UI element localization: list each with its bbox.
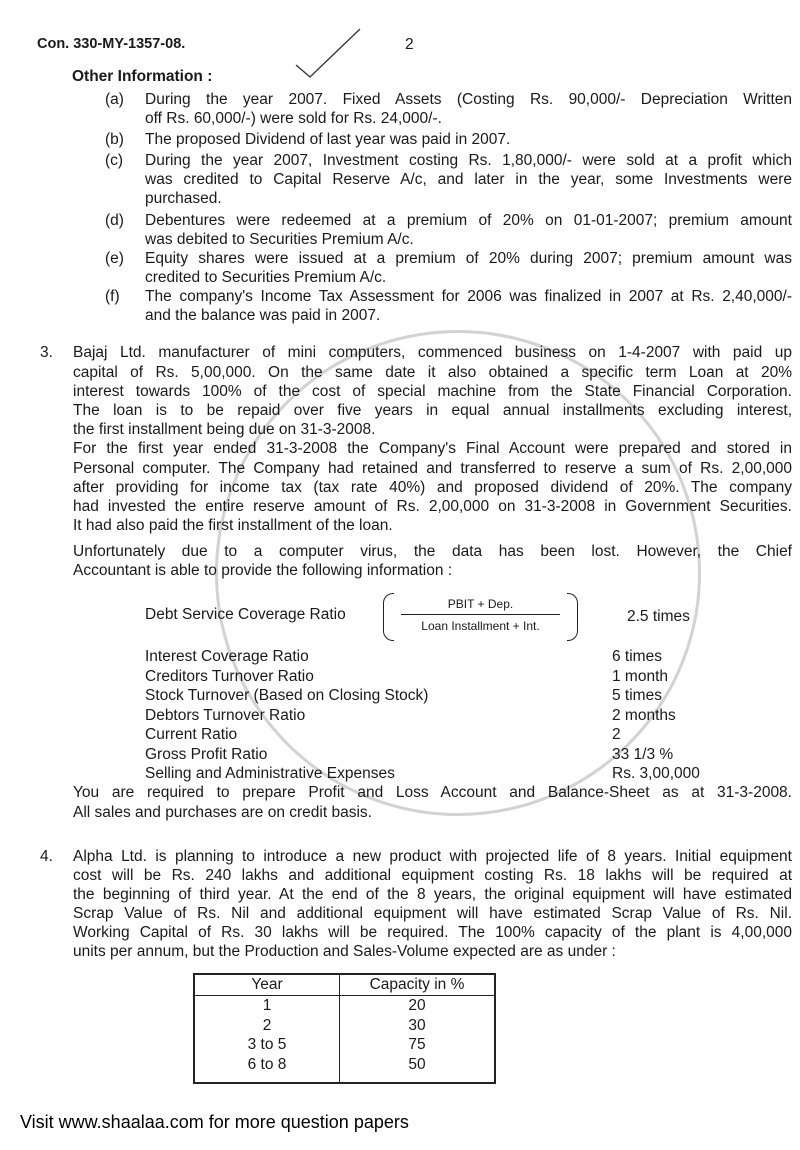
question-text-line: Alpha Ltd. is planning to introduce a new product with projected life of 8 years. Initial equipment [73,848,792,865]
item-label: (e) [105,250,124,267]
item-text-line: credited to Securities Premium A/c. [145,269,387,286]
question-text-line: interest towards 100% of the cost of special machine from the State Financial Corporation. [73,383,792,400]
right-paren [567,593,578,641]
footer-note: Visit www.shaalaa.com for more question papers [20,1112,409,1132]
ratio-label: Interest Coverage Ratio [145,648,309,665]
ratio-label: Current Ratio [145,726,238,743]
question-text-line: had invested the entire reserve amount of Rs. 2,00,000 on 31-3-2008 in Government Securities. [73,498,792,515]
paper-code: Con. 330-MY-1357-08. [37,36,186,52]
cell-year: 1 [194,996,340,1016]
question-number: 4. [40,848,53,865]
formula-denominator: Loan Installment + Int. [421,619,540,633]
question-text-line: Accountant is able to provide the following information : [73,562,453,579]
cell-capacity: 30 [408,1016,426,1034]
question-text-line: Scrap Value of Rs. Nil and additional equipment will have estimated Scrap Value of Rs. Nil. [73,905,792,922]
table-row [194,1035,495,1055]
dscr-formula [383,593,578,641]
item-label: (b) [105,131,124,148]
item-text-line: off Rs. 60,000/-) were sold for Rs. 24,000/-. [145,110,442,127]
item-text-line: During the year 2007, Investment costing Rs. 1,80,000/- were sold at a profit which [145,152,792,169]
ratio-value: 33 1/3 % [612,745,674,763]
question-text-line: Working Capital of Rs. 30 lakhs will be required. The 100% capacity of the plant is 4,00,000 [73,924,792,941]
page-number: 2 [405,36,414,53]
ratio-value: 5 times [612,687,662,704]
cell-year: 3 to 5 [194,1035,340,1055]
ratio-label: Creditors Turnover Ratio [145,667,314,685]
item-text-line: purchased. [145,190,222,207]
item-text-line: Debentures were redeemed at a premium of 20% on 01-01-2007; premium amount [145,212,792,229]
table-row [194,1055,495,1084]
item-text-line: Equity shares were issued at a premium of 20% during 2007; premium amount was [145,250,792,267]
ratio-label: Gross Profit Ratio [145,745,268,763]
question-text-line: units per annum, but the Production and Sales-Volume expected are as under : [73,943,616,960]
question-text-line: the first installment being due on 31-3-2008. [73,421,376,438]
ratio-label: Stock Turnover (Based on Closing Stock) [145,687,429,704]
question-text-line: You are required to prepare Profit and Loss Account and Balance-Sheet as at 31-3-2008. [73,784,792,801]
cell-year: 6 to 8 [194,1055,340,1084]
question-text-line: All sales and purchases are on credit basis. [73,804,372,821]
table-row [194,1016,495,1036]
question-text-line: Bajaj Ltd. manufacturer of mini computers, commenced business on 1-4-2007 with paid up [73,344,792,361]
cell-capacity: 75 [408,1036,426,1053]
question-text-line: the beginning of third year. At the end of the 8 years, the original equipment will have estimated [73,886,792,903]
cell-capacity: 20 [408,997,426,1014]
item-text-line: The company's Income Tax Assessment for 2006 was finalized in 2007 at Rs. 2,40,000/- [145,288,792,305]
item-text-line: and the balance was paid in 2007. [145,307,381,324]
ratio-label: Debtors Turnover Ratio [145,706,306,724]
question-text-line: The loan is to be repaid over five years in equal annual installments excluding interest, [73,402,792,419]
item-label: (a) [105,91,124,108]
column-header-capacity: Capacity in % [340,974,496,996]
fraction-bar [401,614,560,615]
capacity-table [193,973,496,1084]
ratio-value: 2 months [612,706,676,724]
item-label: (c) [105,152,124,169]
question-text-line: Unfortunately due to a computer virus, the data has been lost. However, the Chief [73,543,792,560]
item-label: (f) [105,288,120,305]
ratio-value: 2 [612,726,621,743]
question-text-line: It had also paid the first installment of the loan. [73,517,393,534]
other-info-title: Other Information : [72,68,213,85]
cell-capacity: 50 [408,1055,426,1073]
formula-numerator: PBIT + Dep. [447,597,514,611]
column-header-year: Year [194,974,340,996]
item-text-line: During the year 2007. Fixed Assets (Costing Rs. 90,000/- Depreciation Written [145,91,792,108]
ratio-value: Rs. 3,00,000 [612,765,700,782]
item-label: (d) [105,212,124,229]
question-text-line: Personal computer. The Company had retained and transferred to reserve a sum of Rs. 2,00,000 [73,460,792,477]
question-number: 3. [40,344,53,361]
question-text-line: cost will be Rs. 240 lakhs and additional equipment costing Rs. 18 lakhs will be required at [73,867,792,884]
question-text-line: after providing for income tax (tax rate 40%) and proposed dividend of 20%. The company [73,479,792,496]
checkmark-icon [290,25,370,85]
question-text-line: capital of Rs. 5,00,000. On the same date it also obtained a specific term Loan at 20% [73,364,792,381]
cell-year: 2 [194,1016,340,1036]
dscr-value: 2.5 times [627,608,690,625]
ratio-value: 1 month [612,667,669,685]
table-row [194,996,495,1016]
item-text-line: was credited to Capital Reserve A/c, and later in the year, some Investments were [145,171,792,188]
item-text-line: The proposed Dividend of last year was paid in 2007. [145,131,511,148]
ratio-value: 6 times [612,648,662,665]
ratio-label: Selling and Administrative Expenses [145,765,395,782]
item-text-line: was debited to Securities Premium A/c. [145,231,414,248]
question-text-line: For the first year ended 31-3-2008 the Company's Final Account were prepared and stored in [73,440,792,457]
table-header-row [194,974,495,996]
dscr-label: Debt Service Coverage Ratio [145,606,346,623]
